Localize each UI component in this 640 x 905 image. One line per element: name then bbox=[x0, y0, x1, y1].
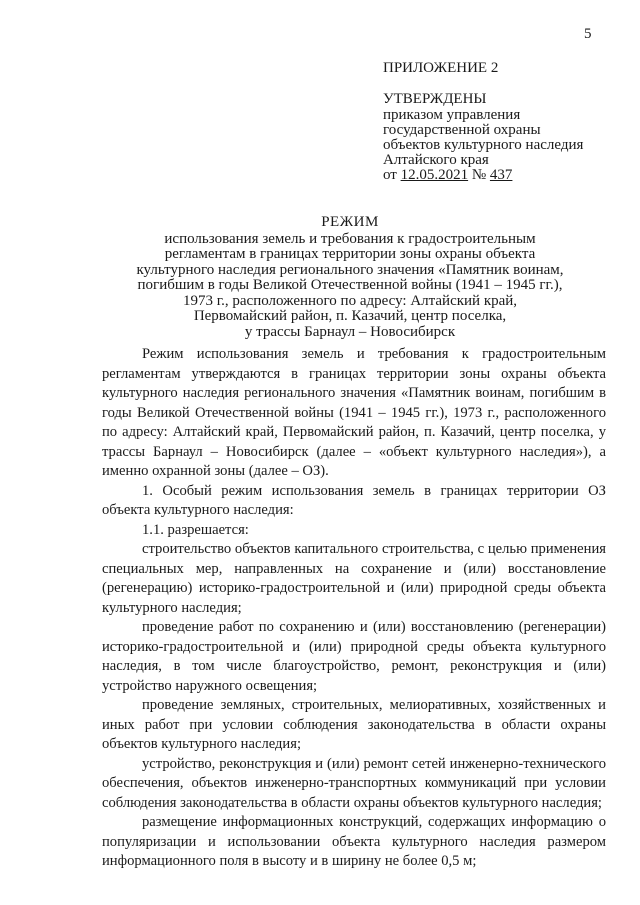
number-prefix: № bbox=[468, 167, 490, 183]
title-line: использования земель и требования к градостроительным bbox=[164, 230, 536, 247]
list-item: устройство, реконструкция и (или) ремонт сетей инженерно-технического обеспечения, объектов инженерно-транспортных коммуникаций при условии соблюдения законодательства в области охраны объектов культурного наследия; bbox=[102, 755, 606, 811]
title-line: у трассы Барнаул – Новосибирск bbox=[244, 323, 456, 340]
title-line: регламентам в границах территории зоны охраны объекта bbox=[164, 246, 536, 262]
date-prefix: от bbox=[383, 167, 401, 183]
title-line: 1973 г., расположенного по адресу: Алтайский край, bbox=[182, 292, 518, 309]
title-heading: РЕЖИМ bbox=[321, 214, 379, 230]
paragraph: Режим использования земель и требования к градостроительным регламентам утверждаются в границах территории зоны охраны объекта культурного наследия регионального значения «Памятник воинам, погибшим в годы Великой Отечественной войны (1941 – 1945 гг.), 1973 г., расположенного по адресу: Алтайский край, Первомайский район, п. Казачий, центр поселка, у трассы Барнаул – Новосибирск (далее – «объект культурного наследия»), а именно охранной зоны (далее – ОЗ). bbox=[102, 346, 606, 479]
document-body bbox=[102, 345, 606, 872]
approval-line: государственной охраны bbox=[383, 122, 541, 138]
approval-heading: УТВЕРЖДЕНЫ bbox=[383, 91, 487, 107]
subsection-heading: 1.1. разрешается: bbox=[142, 521, 249, 538]
title-line: культурного наследия регионального значения «Памятник воинам, bbox=[136, 261, 564, 278]
approval-block bbox=[383, 92, 583, 183]
approval-date-line bbox=[383, 168, 583, 183]
list-item: строительство объектов капитального строительства, с целью применения специальных мер, направленных на сохранение и (или) восстановление (регенерацию) историко-градостроительной и (или) природной среды объекта культурного наследия; bbox=[102, 541, 606, 616]
page-number: 5 bbox=[584, 26, 592, 42]
title-line: Первомайский район, п. Казачий, центр поселка, bbox=[193, 308, 507, 324]
approval-line: объектов культурного наследия bbox=[383, 137, 584, 153]
approval-date: 12.05.2021 bbox=[400, 167, 469, 183]
approval-line: Алтайского края bbox=[383, 152, 489, 168]
approval-number: 437 bbox=[489, 167, 513, 183]
list-item: размещение информационных конструкций, содержащих информацию о популяризации и использовании объекта культурного наследия размером информационного поля в высоту и в ширину не более 0,5 м; bbox=[102, 814, 606, 869]
list-item: проведение земляных, строительных, мелиоративных, хозяйственных и иных работ при условии соблюдения законодательства в области охраны объектов культурного наследия; bbox=[102, 697, 606, 752]
title-line: погибшим в годы Великой Отечественной войны (1941 – 1945 гг.), bbox=[137, 277, 563, 293]
approval-line: приказом управления bbox=[383, 107, 521, 123]
section-heading: 1. Особый режим использования земель в границах территории ОЗ объекта культурного наследия: bbox=[102, 482, 606, 518]
document-title bbox=[100, 215, 600, 340]
list-item: проведение работ по сохранению и (или) восстановлению (регенерации) историко-градостроительной и (или) природной среды объекта культурного наследия, в том числе благоустройство, ремонт, реконструкция и (или) устройство наружного освещения; bbox=[102, 619, 606, 694]
appendix-label: ПРИЛОЖЕНИЕ 2 bbox=[383, 60, 499, 76]
